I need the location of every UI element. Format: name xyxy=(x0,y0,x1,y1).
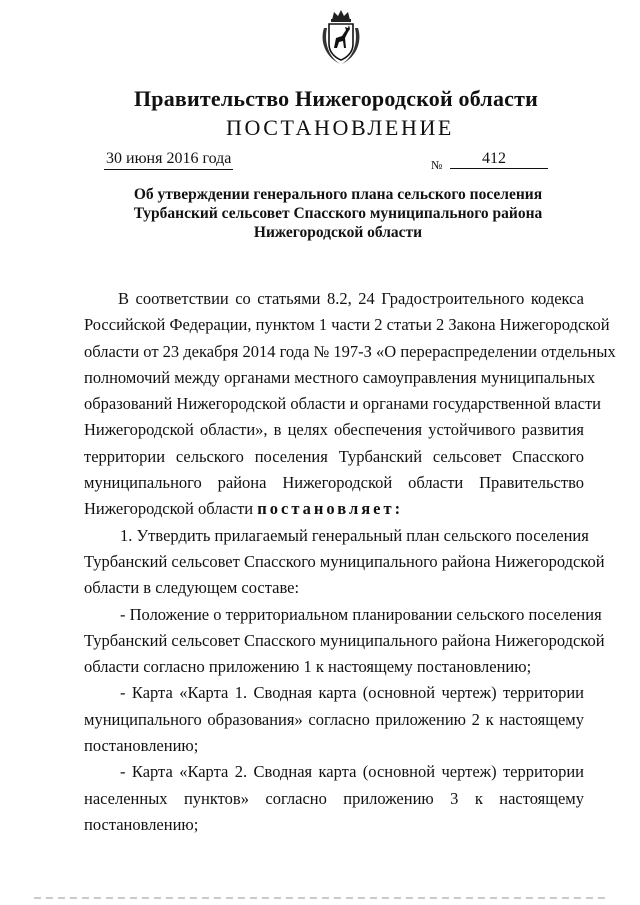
bullet-line: муниципального образования» согласно приложению 2 к настоящему xyxy=(84,709,584,729)
scan-edge-noise xyxy=(34,897,608,899)
preamble-line: муниципального района Нижегородской области Правительство xyxy=(84,473,584,493)
government-title: Правительство Нижегородской области xyxy=(133,86,538,111)
document-date: 30 июня 2016 года xyxy=(104,150,233,170)
document-type: ПОСТАНОВЛЕНИЕ xyxy=(226,115,454,140)
document-number: 412 xyxy=(482,150,506,167)
preamble-line: полномочий между органами местного самоуправления муниципальных xyxy=(84,367,596,387)
bullet-line: постановлению; xyxy=(84,814,199,834)
preamble-line: Российской Федерации, пунктом 1 части 2 статьи 2 Закона Нижегородской xyxy=(84,315,610,335)
document-body xyxy=(84,286,616,838)
preamble-end: Нижегородской области xyxy=(84,499,254,519)
preamble-line: В соответствии со статьями 8.2, 24 Градостроительного кодекса xyxy=(118,289,584,308)
emblem-icon xyxy=(318,8,364,66)
item-line: Турбанский сельсовет Спасского муниципального района Нижегородской xyxy=(84,551,605,571)
decrees-word: постановляет: xyxy=(257,499,404,519)
preamble-line: образований Нижегородской области и органами государственной власти xyxy=(84,394,601,414)
subject-line: Турбанский сельсовет Спасского муниципального района xyxy=(133,205,543,222)
preamble-line: Нижегородской области», в целях обеспечения устойчивого развития xyxy=(84,420,584,440)
bullet-line: - Положение о территориальном планировании сельского поселения xyxy=(120,604,602,624)
bullet-line: - Карта «Карта 2. Сводная карта (основной чертеж) территории xyxy=(120,762,584,782)
bullet-line: населенных пунктов» согласно приложению 3 к настоящему xyxy=(84,788,584,808)
bullet-line: - Карта «Карта 1. Сводная карта (основной чертеж) территории xyxy=(120,683,584,703)
bullet-line: Турбанский сельсовет Спасского муниципального района Нижегородской xyxy=(84,630,605,650)
preamble-line: области от 23 декабря 2014 года № 197-З «О перераспределении отдельных xyxy=(84,341,616,361)
bullet-line: области согласно приложению 1 к настоящему постановлению; xyxy=(84,657,532,677)
item-line: 1. Утвердить прилагаемый генеральный план сельского поселения xyxy=(120,525,589,545)
bullet-line: постановлению; xyxy=(84,736,199,756)
item-line: области в следующем составе: xyxy=(84,578,300,598)
preamble-line: территории сельского поселения Турбанский сельсовет Спасского xyxy=(84,446,584,466)
document-subject xyxy=(90,185,586,242)
number-sign: № xyxy=(431,158,443,172)
subject-line: Нижегородской области xyxy=(253,224,423,241)
preamble-line xyxy=(84,496,584,522)
number-underline xyxy=(450,168,548,169)
subject-line: Об утверждении генерального плана сельского поселения xyxy=(133,186,543,203)
